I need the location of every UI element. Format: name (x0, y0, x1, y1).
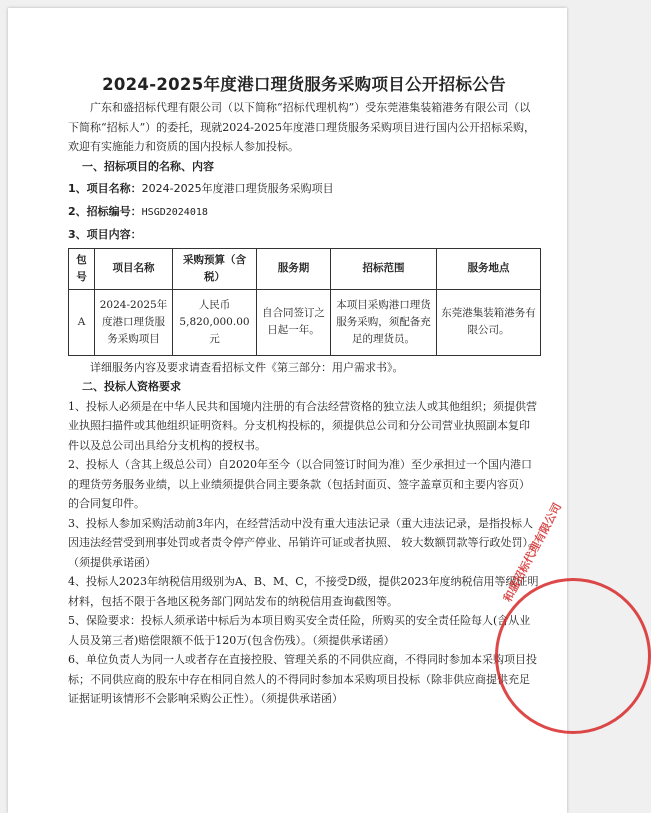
header-location: 服务地点 (437, 248, 541, 289)
table-row (69, 289, 541, 355)
cell-location: 东莞港集装箱港务有限公司。 (437, 289, 541, 355)
header-package: 包号 (69, 248, 95, 289)
tender-number-label: 2、招标编号： (68, 204, 142, 218)
project-name-label: 1、项目名称： (68, 182, 142, 195)
project-table (68, 248, 541, 356)
detail-note: 详细服务内容及要求请查看招标文件《第三部分：用户需求书》。 (90, 360, 404, 374)
seal-text: 和盛招标代理有限公司 (501, 500, 565, 605)
requirement-item-5: 5、保险要求：投标人须承诺中标后为本项目购买安全责任险，所购买的安全责任险每人(含从业人员及第三者)赔偿限额不低于120万(包含伤残）。（须提供承诺函） (68, 614, 531, 647)
requirement-item-2: 2、投标人（含其上级总公司）自2020年至今（以合同签订时间为准）至少承担过一个国内港口的理货劳务服务业绩，以上业绩须提供合同主要条款（包括封面页、签字盖章页和主要内容页）的合同复印件。 (68, 458, 532, 510)
page-title: 2024-2025年度港口理货服务采购项目公开招标公告 (102, 75, 506, 94)
company-seal (495, 500, 573, 728)
project-name-value: 2024-2025年度港口理货服务采购项目 (141, 182, 334, 195)
cell-project-name: 2024-2025年度港口理货服务采购项目 (95, 289, 173, 355)
seal-ring (495, 578, 651, 734)
project-content-line (68, 225, 540, 245)
document-page (8, 8, 567, 813)
requirement-item-4: 4、投标人2023年纳税信用级别为A、B、M、C，不接受D级，提供2023年度纳税信用等级证明材料，包括不限于各地区税务部门网站发布的纳税信用查询截图等。 (68, 575, 539, 608)
project-content-label: 3、项目内容： (68, 228, 142, 241)
project-name-line (68, 179, 540, 199)
header-budget: 采购预算（含税） (173, 248, 257, 289)
header-scope: 招标范围 (331, 248, 437, 289)
section2-heading: 二、投标人资格要求 (82, 380, 181, 393)
document-content (68, 72, 565, 709)
tender-number-value: HSGD2024018 (141, 206, 208, 218)
intro-paragraph: 广东和盛招标代理有限公司（以下简称“招标代理机构”）受东莞港集装箱港务有限公司（以下简称“招标人”）的委托，现就2024-2025年度港口理货服务采购项目进行国内公开招标采购，欢迎有实施能力和资质的国内投标人参加投标。 (68, 101, 535, 153)
cell-budget: 人民币5,820,000.00元 (173, 289, 257, 355)
requirement-item-3: 3、投标人参加采购活动前3年内，在经营活动中没有重大违法记录（重大违法记录，是指投标人因违法经营受到刑事处罚或者责令停产停业、吊销许可证或者执照、 较大数额罚款等行政处罚）。（须提供承诺函） (68, 516, 539, 569)
requirement-item-1: 1、投标人必须是在中华人民共和国境内注册的有合法经营资格的独立法人或其他组织；须提供营业执照扫描件或其他组织证明资料。分支机构投标的，须提供总公司和分公司营业执照副本复印件以及总公司出具给分支机构的授权书。 (68, 399, 537, 452)
tender-number-line (68, 202, 540, 223)
section1-heading: 一、招标项目的名称、内容 (82, 159, 214, 173)
cell-scope: 本项目采购港口理货服务采购，须配备充足的理货员。 (331, 289, 437, 355)
cell-service-period: 自合同签订之日起一年。 (257, 289, 331, 355)
table-header-row (69, 248, 541, 289)
requirement-item-6: 6、单位负责人为同一人或者存在直接控股、管理关系的不同供应商，不得同时参加本采购项目投标；不同供应商的股东中存在相同自然人的不得同时参加本采购项目投标（除非供应商提供充足证据证明该情形不会影响采购公正性）。（须提供承诺函） (68, 653, 537, 705)
cell-package: A (69, 289, 95, 355)
header-project-name: 项目名称 (95, 248, 173, 289)
header-service-period: 服务期 (257, 248, 331, 289)
